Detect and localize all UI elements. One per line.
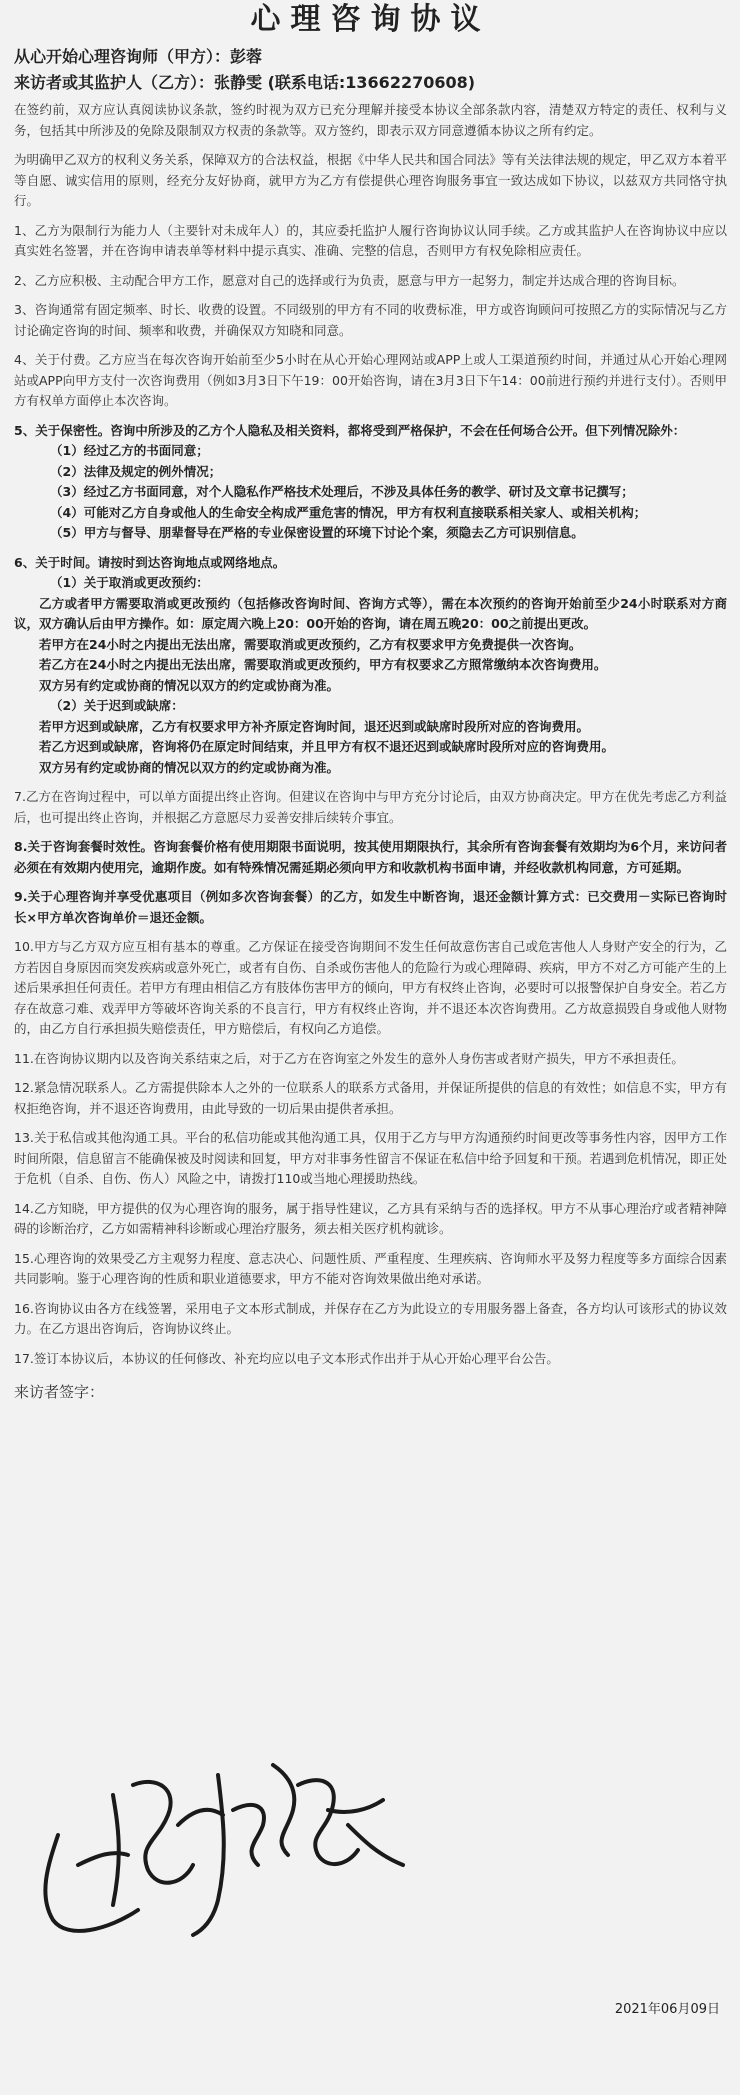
clause-6 <box>14 553 727 779</box>
party-a-line: 从心开始心理咨询师（甲方）：彭蓉 <box>14 47 263 66</box>
clause-5-item: （5）甲方与督导、朋辈督导在严格的专业保密设置的环境下讨论个案，须隐去乙方可识别信息。 <box>50 525 584 540</box>
clause-6-paragraph: 若甲方在24小时之内提出无法出席，需要取消或更改预约，乙方有权要求甲方免费提供一次咨询。 <box>39 636 582 652</box>
clause-6-subtitle: （2）关于迟到或缺席： <box>50 698 184 713</box>
clause-12: 12.紧急情况联系人。乙方需提供除本人之外的一位联系人的联系方式备用，并保证所提供的信息的有效性；如信息不实，甲方有权拒绝咨询，并不退还咨询费用，由此导致的一切后果由提供者承担。 <box>14 1080 727 1116</box>
clause-5-item: （1）经过乙方的书面同意； <box>50 443 209 458</box>
clause-6-paragraph: 双方另有约定或协商的情况以双方的约定或协商为准。 <box>39 759 340 775</box>
document-title: 心理咨询协议 <box>250 2 491 37</box>
clause-17: 17.签订本协议后，本协议的任何修改、补充均应以电子文本形式作出并于从心开始心理平台公告。 <box>14 1350 559 1366</box>
sign-date: 2021年06月09日 <box>614 2002 720 2017</box>
clause-5-item: （4）可能对乙方自身或他人的生命安全构成严重危害的情况，甲方有权利直接联系相关家人、或相关机构； <box>50 504 647 520</box>
clause-15: 15.心理咨询的效果受乙方主观努力程度、意志决心、问题性质、严重程度、生理疾病、咨询师水平及努力程度等多方面综合因素共同影响。鉴于心理咨询的性质和职业道德要求，甲方不能对咨询效果做出绝对承诺。 <box>14 1250 727 1286</box>
clause-6-head: 6、关于时间。请按时到达咨询地点或网络地点。 <box>14 554 286 570</box>
clause-7: 7.乙方在咨询过程中，可以单方面提出终止咨询。但建议在咨询中与甲方充分讨论后，由双方协商决定。甲方在优先考虑乙方利益后，也可提出终止咨询，并根据乙方意愿尽力妥善安排后续转介事宜。 <box>14 789 727 825</box>
intro-paragraph: 为明确甲乙双方的权利义务关系，保障双方的合法权益，根据《中华人民共和国合同法》等有关法律法规的规定，甲乙双方本着平等自愿、诚实信用的原则，经充分友好协商，就甲方为乙方有偿提供心理咨询服务事宜一致达成如下协议，以兹双方共同恪守执行。 <box>14 152 727 208</box>
clause-13: 13.关于私信或其他沟通工具。平台的私信功能或其他沟通工具，仅用于乙方与甲方沟通预约时间更改等事务性内容，因甲方工作时间所限，信息留言不能确保被及时阅读和回复，甲方对非事务性留言不保证在私信中给予回复和干预。若遇到危机情况，即正处于危机（自杀、自伤、伤人）风险之中，请拨打110或当地心理援助热线。 <box>14 1130 727 1186</box>
clause-6-paragraph: 若甲方迟到或缺席，乙方有权要求甲方补齐原定咨询时间，退还迟到或缺席时段所对应的咨询费用。 <box>39 718 590 734</box>
clause-5-head: 5、关于保密性。咨询中所涉及的乙方个人隐私及相关资料，都将受到严格保护，不会在任何场合公开。但下列情况除外： <box>14 422 686 438</box>
clause-6-paragraph: 若乙方迟到或缺席，咨询将仍在原定时间结束，并且甲方有权不退还迟到或缺席时段所对应的咨询费用。 <box>39 739 615 754</box>
clause-9: 9.关于心理咨询并享受优惠项目（例如多次咨询套餐）的乙方，如发生中断咨询，退还金额计算方式：已交费用－实际已咨询时长×甲方单次咨询单价＝退还金额。 <box>14 889 727 925</box>
clause-10: 10.甲方与乙方双方应互相有基本的尊重。乙方保证在接受咨询期间不发生任何故意伤害自己或危害他人人身财产安全的行为，乙方若因自身原因而突发疾病或意外死亡，或者有自伤、自杀或伤害他人的危险行为或心理障碍、疾病，甲方不对乙方可能产生的上述后果承担任何责任。若甲方有理由相信乙方有肢体伤害甲方的倾向，甲方有权终止咨询，必要时可以报警保护自身安全。若乙方存在故意刁难、戏弄甲方等破坏咨询关系的不良言行，甲方有权终止咨询，并不退还本次咨询费用。乙方故意损毁自身或他人财物的，由乙方自行承担损失赔偿责任，甲方赔偿后，有权向乙方追偿。 <box>14 939 727 1036</box>
intro-paragraph: 在签约前，双方应认真阅读协议条款，签约时视为双方已充分理解并接受本协议全部条款内容，清楚双方特定的责任、权利与义务，包括其中所涉及的免除及限制双方权责的条款等。双方签约，即表示双方同意遵循本协议之所有约定。 <box>14 102 727 138</box>
clause-2: 2、乙方应积极、主动配合甲方工作，愿意对自己的选择或行为负责，愿意与甲方一起努力，制定并达成合理的咨询目标。 <box>14 272 685 288</box>
clause-4: 4、关于付费。乙方应当在每次咨询开始前至少5小时在从心开始心理网站或APP上或人工渠道预约时间，并通过从心开始心理网站或APP向甲方支付一次咨询费用（例如3月3日下午19：00开始咨询，请在3月3日下午14：00前进行预约并进行支付）。否则甲方有权单方面停止本次咨询。 <box>14 352 727 408</box>
party-b-line: 来访者或其监护人（乙方）：张静雯 (联系电话:13662270608) <box>14 73 476 92</box>
clause-16: 16.咨询协议由各方在线签署，采用电子文本形式制成，并保存在乙方为此设立的专用服务器上备查，各方均认可该形式的协议效力。在乙方退出咨询后，咨询协议终止。 <box>14 1300 727 1336</box>
clause-1: 1、乙方为限制行为能力人（主要针对未成年人）的，其应委托监护人履行咨询协议认同手续。乙方或其监护人在咨询协议中应以真实姓名签署，并在咨询申请表单等材料中提示真实、准确、完整的信息，否则甲方有权免除相应责任。 <box>14 222 727 258</box>
clause-5-item: （2）法律及规定的例外情况； <box>50 463 222 479</box>
clause-8: 8.关于咨询套餐时效性。咨询套餐价格有使用期限书面说明，按其使用期限执行，其余所有咨询套餐有效期均为6个月，来访问者必须在有效期内使用完，逾期作废。如有特殊情况需延期必须向甲方和收款机构书面申请，并经收款机构同意，方可延期。 <box>14 839 727 875</box>
clause-6-paragraph: 若乙方在24小时之内提出无法出席，需要取消或更改预约，甲方有权要求乙方照常缴纳本次咨询费用。 <box>39 657 607 672</box>
clause-6-subtitle: （1）关于取消或更改预约： <box>50 575 209 590</box>
clause-6-paragraph: 双方另有约定或协商的情况以双方的约定或协商为准。 <box>39 677 340 693</box>
clause-5 <box>14 421 727 544</box>
clause-3: 3、咨询通常有固定频率、时长、收费的设置。不同级别的甲方有不同的收费标准，甲方或咨询顾问可按照乙方的实际情况与乙方讨论确定咨询的时间、频率和收费，并确保双方知晓和同意。 <box>14 302 727 338</box>
handwritten-signature <box>18 1715 438 1955</box>
clause-11: 11.在咨询协议期内以及咨询关系结束之后，对于乙方在咨询室之外发生的意外人身伤害或者财产损失，甲方不承担责任。 <box>14 1050 684 1066</box>
clause-5-item: （3）经过乙方书面同意，对个人隐私作严格技术处理后，不涉及具体任务的教学、研讨及文章书记撰写； <box>50 484 634 499</box>
clause-6-paragraph: 乙方或者甲方需要取消或更改预约（包括修改咨询时间、咨询方式等），需在本次预约的咨询开始前至少24小时联系对方商议，双方确认后由甲方操作。如：原定周六晚上20：00开始的咨询，请在周五晚20：00之前提出更改。 <box>14 595 727 631</box>
signature-label: 来访者签字： <box>14 1383 105 1401</box>
clause-14: 14.乙方知晓，甲方提供的仅为心理咨询的服务，属于指导性建议，乙方具有采纳与否的选择权。甲方不从事心理治疗或者精神障碍的诊断治疗，乙方如需精神科诊断或心理治疗服务，须去相关医疗机构就诊。 <box>14 1200 727 1236</box>
